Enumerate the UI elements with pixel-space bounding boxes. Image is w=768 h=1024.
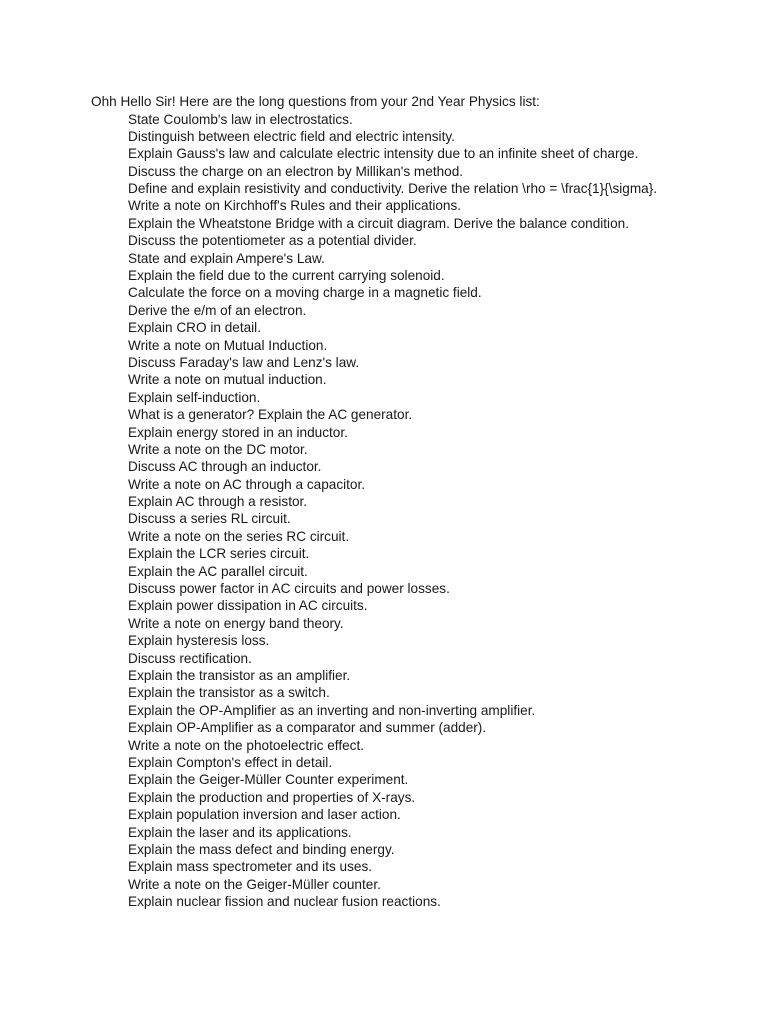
list-item-text: Explain self-induction. [128,389,261,405]
list-item-text: What is a generator? Explain the AC generator. [128,407,413,423]
list-item-text: Explain energy stored in an inductor. [128,424,348,440]
list-item-text: Explain the production and properties of X-rays. [128,789,416,805]
list-item-text: Discuss Faraday's law and Lenz's law. [128,354,360,370]
list-item-text: Explain OP-Amplifier as a comparator and summer (adder). [128,720,487,736]
list-item-text: State Coulomb's law in electrostatics. [128,111,353,127]
list-item-text: Discuss power factor in AC circuits and power losses. [128,581,450,597]
list-item-text: Define and explain resistivity and conductivity. Derive the relation \rho = \frac{1}{\sigma}. [128,181,658,197]
list-item-text: Explain Gauss's law and calculate electric intensity due to an infinite sheet of charge. [128,146,639,162]
list-item-text: Explain the OP-Amplifier as an inverting and non-inverting amplifier. [128,702,536,718]
list-item-text: Explain the mass defect and binding energy. [128,841,395,857]
list-item-text: Explain the AC parallel circuit. [128,563,308,579]
list-item-text: Write a note on the photoelectric effect. [128,737,365,753]
list-item-text: Explain the transistor as a switch. [128,685,330,701]
list-item-text: Discuss the potentiometer as a potential divider. [128,233,417,249]
list-item-text: Explain mass spectrometer and its uses. [128,859,373,875]
list-item-text: Calculate the force on a moving charge in a magnetic field. [128,285,482,301]
list-item-text: Explain CRO in detail. [128,320,261,336]
list-item-text: Explain Compton's effect in detail. [128,754,333,770]
list-item-text: Write a note on the Geiger-Müller counter. [128,876,381,892]
list-item-text: Explain the LCR series circuit. [128,546,310,562]
list-item-text: Distinguish between electric field and electric intensity. [128,128,455,144]
list-item-text: Explain the field due to the current carrying solenoid. [128,268,445,284]
list-item-text: Explain the transistor as an amplifier. [128,668,351,683]
list-item-text: Write a note on AC through a capacitor. [128,476,366,492]
list-item-text: Explain the laser and its applications. [128,824,352,840]
list-item-text: Explain hysteresis loss. [128,633,270,649]
list-item-text: Write a note on the series RC circuit. [128,528,350,544]
list-item-text: Discuss rectification. [128,650,252,666]
list-item-text: Explain nuclear fission and nuclear fusion reactions. [128,894,441,910]
list-item-text: Discuss AC through an inductor. [128,459,322,475]
list-item-text: Discuss a series RL circuit. [128,511,291,527]
list-item-text: Write a note on Kirchhoff's Rules and their applications. [128,198,462,214]
list-item-text: Explain power dissipation in AC circuits. [128,598,368,614]
list-item-text: Explain AC through a resistor. [128,494,308,510]
list-item-text: Derive the e/m of an electron. [128,302,307,318]
list-item-text: Discuss the charge on an electron by Millikan's method. [128,163,464,179]
list-item-text: Write a note on energy band theory. [128,615,344,631]
list-item-text: Write a note on Mutual Induction. [128,337,328,353]
intro-text: Ohh Hello Sir! Here are the long questions from your 2nd Year Physics list: [91,94,540,109]
list-item-text: State and explain Ampere's Law. [128,250,325,266]
list-item-text: Write a note on the DC motor. [128,441,308,457]
list-item-text: Write a note on mutual induction. [128,372,327,388]
list-item-text: Explain the Geiger-Müller Counter experiment. [128,772,409,788]
list-item-text: Explain population inversion and laser action. [128,807,401,823]
list-item-text: Explain the Wheatstone Bridge with a circuit diagram. Derive the balance condition. [128,215,629,231]
